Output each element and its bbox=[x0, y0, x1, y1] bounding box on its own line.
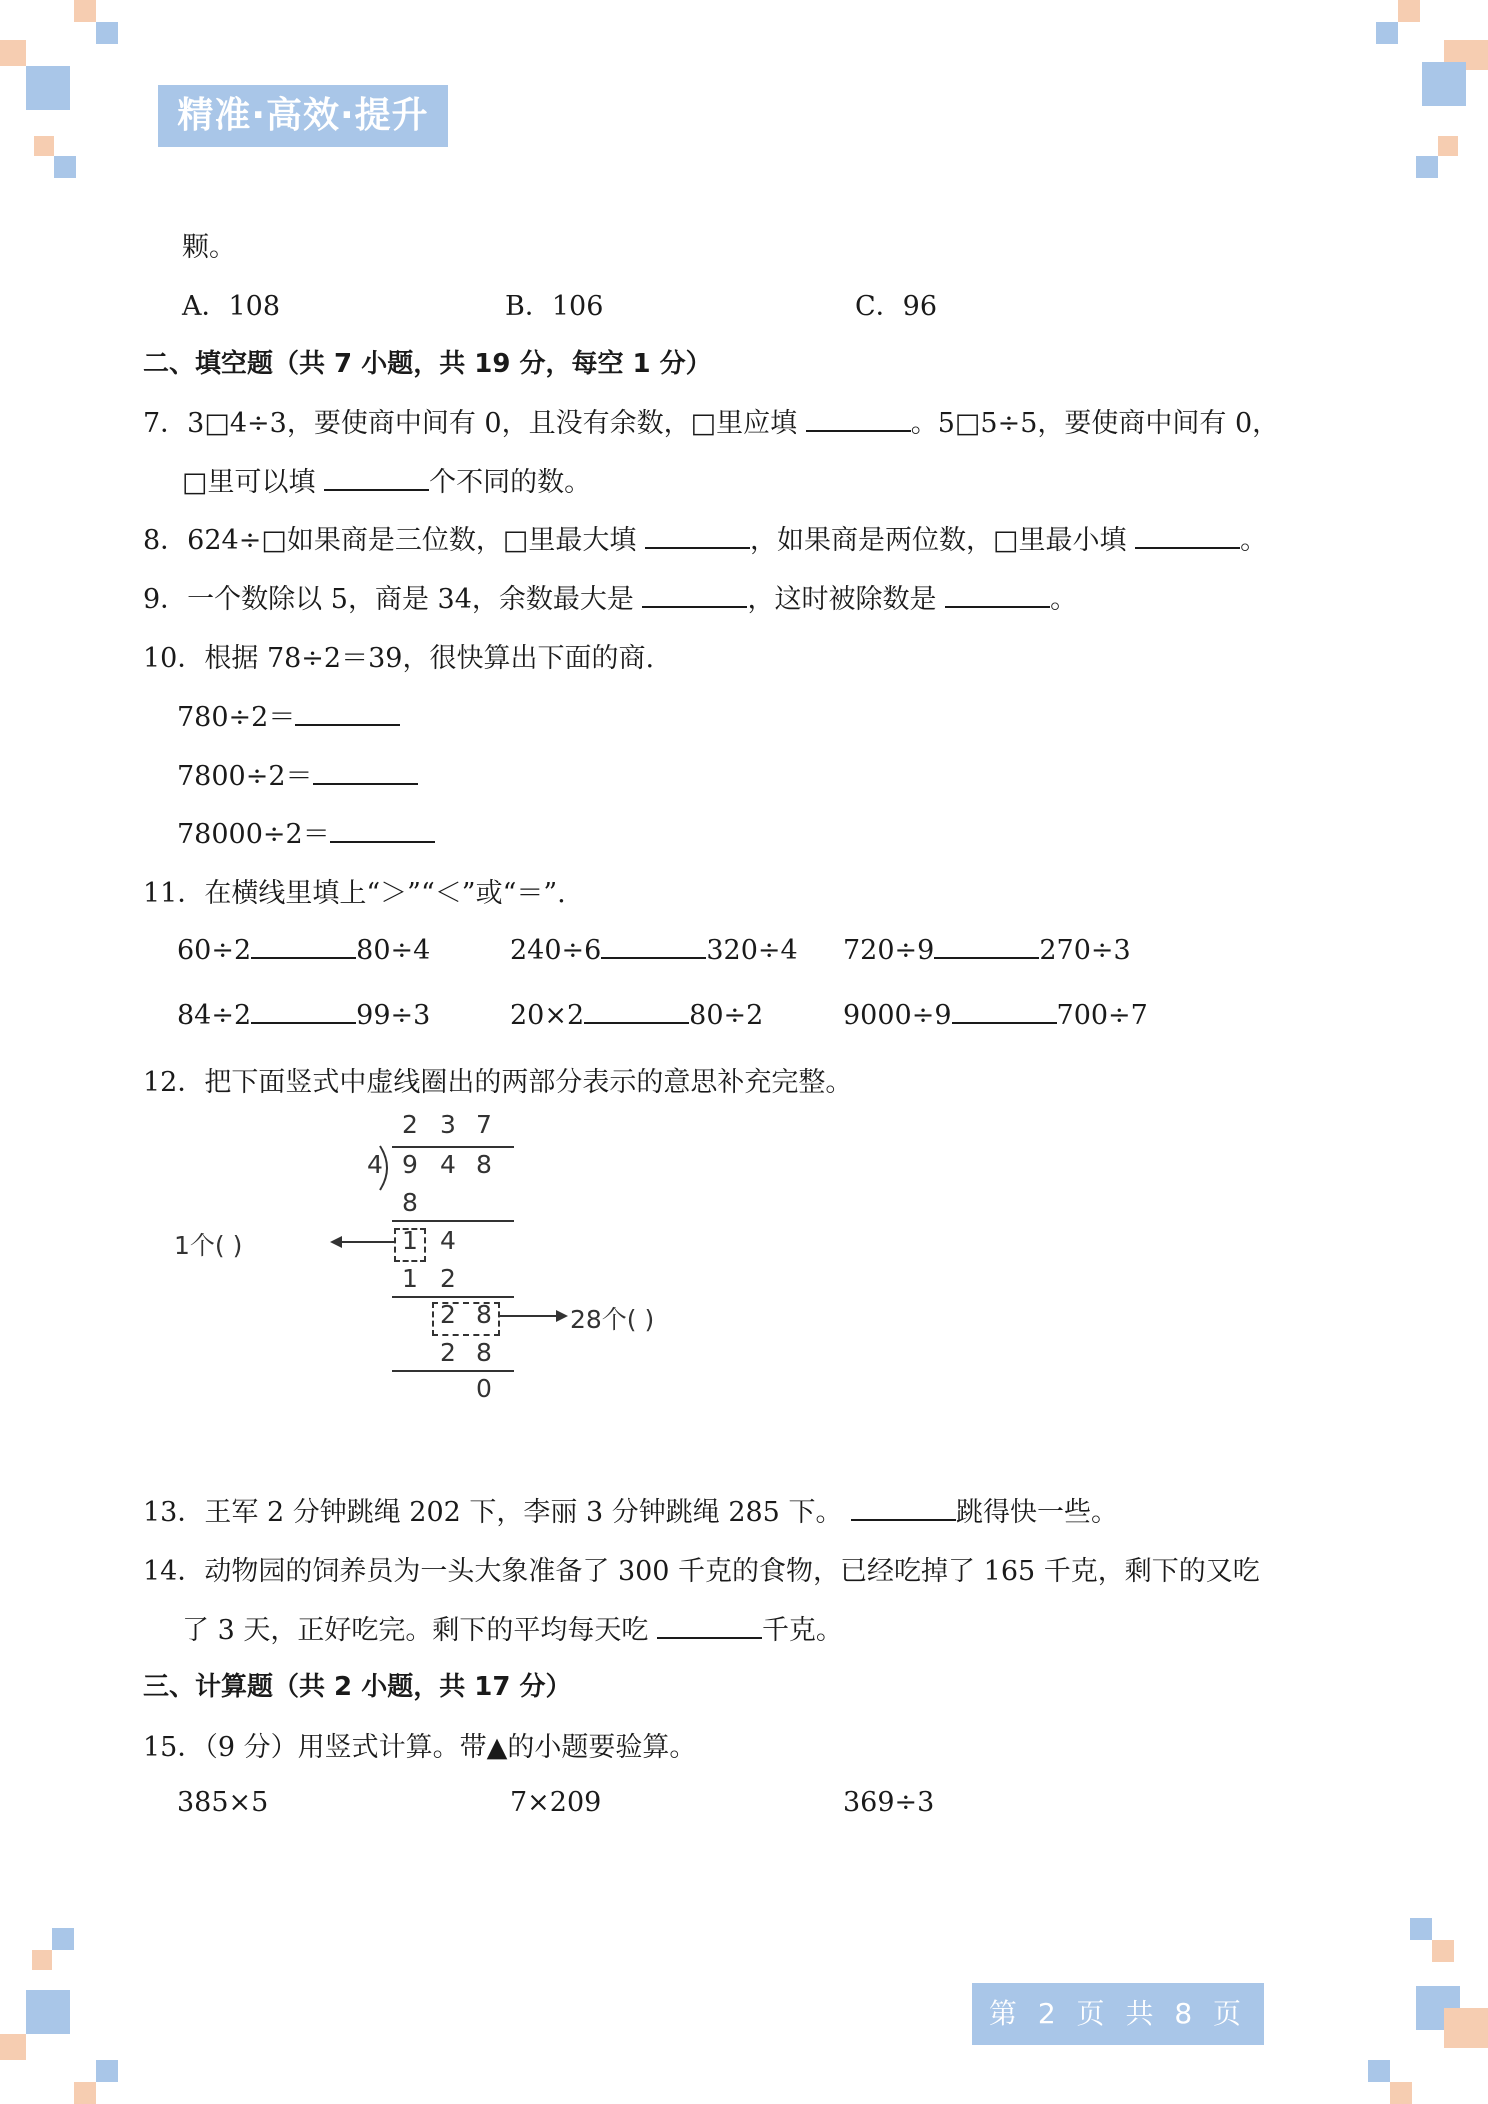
step-line bbox=[392, 1370, 514, 1372]
answer-blank[interactable] bbox=[657, 1613, 762, 1639]
q7-text-1: 7．3□4÷3，要使商中间有 0，且没有余数，□里应填 bbox=[143, 408, 798, 439]
decor-square bbox=[1398, 0, 1420, 22]
step-digit: 4 bbox=[440, 1226, 456, 1255]
decor-square bbox=[1444, 2008, 1488, 2048]
q13-text-2: 跳得快一些。 bbox=[956, 1497, 1119, 1528]
q10-item-b bbox=[177, 754, 418, 793]
question-8 bbox=[143, 518, 1267, 557]
q9-text-3: 。 bbox=[1050, 584, 1078, 615]
q10-item-c bbox=[177, 812, 435, 851]
answer-blank[interactable] bbox=[645, 523, 750, 549]
section-2-title: 二、填空题（共 7 小题，共 19 分，每空 1 分） bbox=[143, 349, 712, 379]
decor-square bbox=[1410, 1918, 1432, 1940]
q7-text-2: 。5□5÷5，要使商中间有 0， bbox=[910, 408, 1280, 439]
step-digit: 2 bbox=[440, 1338, 456, 1367]
answer-blank[interactable] bbox=[584, 998, 689, 1024]
decor-square bbox=[1416, 156, 1438, 178]
q9-text-1: 9．一个数除以 5，商是 34，余数最大是 bbox=[143, 584, 634, 615]
q10-expr-a: 780÷2＝ bbox=[177, 702, 296, 733]
answer-blank[interactable] bbox=[251, 933, 356, 959]
decor-square bbox=[74, 0, 96, 22]
question-14-line-1: 14．动物园的饲养员为一头大象准备了 300 千克的食物，已经吃掉了 165 千克，剩下的又吃 bbox=[143, 1556, 1260, 1587]
question-14-line-2 bbox=[182, 1608, 843, 1647]
q7-text-4: 个不同的数。 bbox=[429, 467, 592, 498]
quotient-digit: 2 bbox=[402, 1110, 418, 1139]
question-13 bbox=[143, 1490, 1118, 1529]
answer-blank[interactable] bbox=[330, 817, 435, 843]
q10-item-a bbox=[177, 695, 400, 734]
answer-blank[interactable] bbox=[642, 582, 747, 608]
compare-right: 80÷2 bbox=[689, 1000, 764, 1031]
arrow-right-icon bbox=[498, 1306, 570, 1326]
step-digit: 1 bbox=[402, 1226, 418, 1255]
decor-square bbox=[54, 156, 76, 178]
compare-right: 270÷3 bbox=[1039, 935, 1131, 966]
question-7-line-2 bbox=[182, 460, 591, 499]
page-number-badge: 第 2 页 共 8 页 bbox=[972, 1983, 1264, 2045]
compare-left: 9000÷9 bbox=[843, 1000, 952, 1031]
decor-square bbox=[26, 1990, 70, 2034]
compare-right: 99÷3 bbox=[356, 1000, 431, 1031]
decor-square bbox=[1376, 22, 1398, 44]
step-digit: 1 bbox=[402, 1264, 418, 1293]
q14-text-2: 了 3 天，正好吃完。剩下的平均每天吃 bbox=[182, 1615, 649, 1646]
answer-blank[interactable] bbox=[806, 406, 911, 432]
right-annotation: 28个( ) bbox=[570, 1305, 655, 1334]
q10-expr-b: 7800÷2＝ bbox=[177, 761, 313, 792]
decor-square bbox=[26, 66, 70, 110]
decor-square bbox=[1390, 2082, 1412, 2104]
remainder: 0 bbox=[476, 1374, 492, 1403]
long-division-diagram bbox=[170, 1110, 750, 1403]
q11-compare-r2-2 bbox=[510, 998, 763, 1031]
q6-tail: 颗。 bbox=[182, 232, 236, 263]
decor-square bbox=[74, 2082, 96, 2104]
divisor: 4 bbox=[367, 1150, 383, 1179]
decor-square bbox=[0, 40, 26, 66]
q8-text-3: 。 bbox=[1240, 525, 1268, 556]
decor-square bbox=[34, 136, 54, 156]
q15-item-a: 385×5 bbox=[177, 1787, 269, 1818]
q6-option-a: A．108 bbox=[182, 291, 281, 322]
decor-square bbox=[0, 2034, 26, 2060]
answer-blank[interactable] bbox=[1135, 523, 1240, 549]
answer-blank[interactable] bbox=[295, 700, 400, 726]
compare-right: 80÷4 bbox=[356, 935, 431, 966]
quotient-digit: 3 bbox=[440, 1110, 456, 1139]
decor-square bbox=[1368, 2060, 1390, 2082]
q8-text-2: ，如果商是两位数，□里最小填 bbox=[749, 525, 1127, 556]
q15-item-c: 369÷3 bbox=[843, 1787, 935, 1818]
decor-square bbox=[1438, 136, 1458, 156]
answer-blank[interactable] bbox=[313, 759, 418, 785]
question-9 bbox=[143, 577, 1077, 616]
quotient-digit: 7 bbox=[476, 1110, 492, 1139]
answer-blank[interactable] bbox=[934, 933, 1039, 959]
compare-left: 84÷2 bbox=[177, 1000, 252, 1031]
answer-blank[interactable] bbox=[952, 998, 1057, 1024]
step-digit: 2 bbox=[440, 1300, 456, 1329]
q6-option-b: B．106 bbox=[505, 291, 604, 322]
q13-text-1: 13．王军 2 分钟跳绳 202 下，李丽 3 分钟跳绳 285 下。 bbox=[143, 1497, 843, 1528]
q10-expr-c: 78000÷2＝ bbox=[177, 819, 330, 850]
compare-left: 720÷9 bbox=[843, 935, 935, 966]
q11-compare-r1-3 bbox=[843, 933, 1131, 966]
step-digit: 8 bbox=[476, 1300, 492, 1329]
compare-left: 240÷6 bbox=[510, 935, 602, 966]
dividend-digit: 8 bbox=[476, 1150, 492, 1179]
compare-left: 20×2 bbox=[510, 1000, 585, 1031]
q11-compare-r1-2 bbox=[510, 933, 798, 966]
q11-compare-r2-3 bbox=[843, 998, 1148, 1031]
step-digit: 2 bbox=[440, 1264, 456, 1293]
left-annotation: 1个( ) bbox=[174, 1231, 243, 1260]
section-3-title: 三、计算题（共 2 小题，共 17 分） bbox=[143, 1672, 572, 1702]
decor-square bbox=[96, 22, 118, 44]
arrow-left-icon bbox=[328, 1232, 396, 1252]
q11-compare-r2-1 bbox=[177, 998, 430, 1031]
decor-square bbox=[96, 2060, 118, 2082]
q6-option-c: C．96 bbox=[855, 291, 938, 322]
decor-square bbox=[1422, 62, 1466, 106]
step-line bbox=[392, 1296, 514, 1298]
step-product: 8 bbox=[402, 1188, 418, 1217]
q11-compare-r1-1 bbox=[177, 933, 430, 966]
answer-blank[interactable] bbox=[324, 465, 429, 491]
question-7-line-1 bbox=[143, 401, 1279, 440]
step-line bbox=[392, 1220, 514, 1222]
compare-right: 320÷4 bbox=[706, 935, 798, 966]
q14-text-3: 千克。 bbox=[761, 1615, 843, 1646]
question-11-stem: 11．在横线里填上“＞”“＜”或“＝”. bbox=[143, 878, 566, 909]
dividend-digit: 9 bbox=[402, 1150, 418, 1179]
answer-blank[interactable] bbox=[851, 1495, 956, 1521]
answer-blank[interactable] bbox=[945, 582, 1050, 608]
dividend-digit: 4 bbox=[440, 1150, 456, 1179]
q15-item-b: 7×209 bbox=[510, 1787, 602, 1818]
question-10-stem: 10．根据 78÷2＝39，很快算出下面的商. bbox=[143, 643, 655, 674]
question-15-stem: 15．（9 分）用竖式计算。带▲的小题要验算。 bbox=[143, 1732, 697, 1763]
answer-blank[interactable] bbox=[601, 933, 706, 959]
answer-blank[interactable] bbox=[251, 998, 356, 1024]
decor-square bbox=[1432, 1940, 1454, 1962]
compare-left: 60÷2 bbox=[177, 935, 252, 966]
step-digit: 8 bbox=[476, 1338, 492, 1367]
compare-right: 700÷7 bbox=[1056, 1000, 1148, 1031]
decor-square bbox=[52, 1928, 74, 1950]
q8-text-1: 8．624÷□如果商是三位数，□里最大填 bbox=[143, 525, 637, 556]
header-badge: 精准·高效·提升 bbox=[158, 85, 448, 147]
decor-square bbox=[32, 1950, 52, 1970]
division-bar bbox=[392, 1146, 514, 1148]
question-12-stem: 12．把下面竖式中虚线圈出的两部分表示的意思补充完整。 bbox=[143, 1067, 853, 1098]
q9-text-2: ，这时被除数是 bbox=[747, 584, 937, 615]
q7-text-3: □里可以填 bbox=[182, 467, 316, 498]
